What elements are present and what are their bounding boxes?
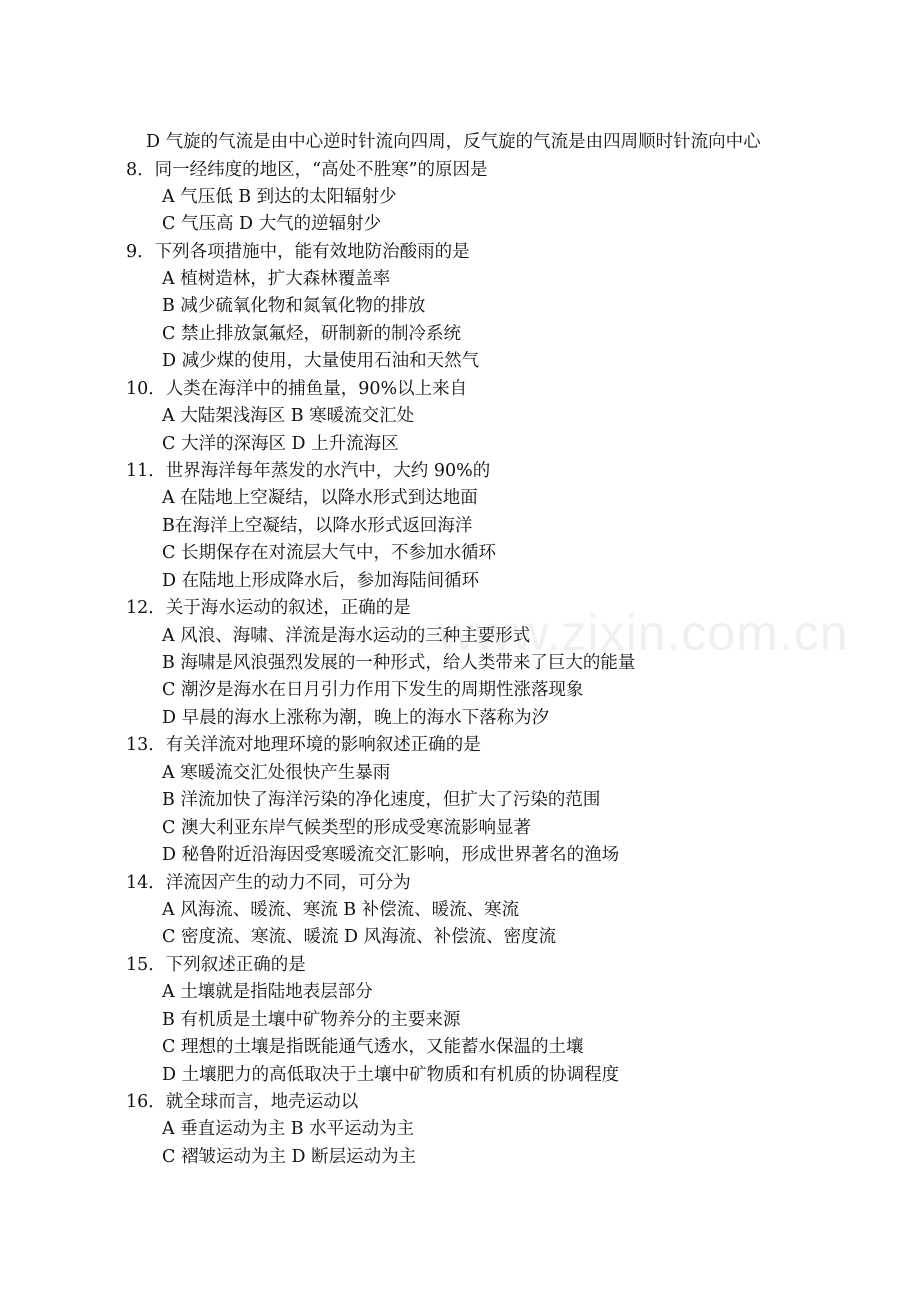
option-line: C 褶皱运动为主 D 断层运动为主 bbox=[162, 1147, 417, 1167]
option-line: C 潮汐是海水在日月引力作用下发生的周期性涨落现象 bbox=[162, 680, 584, 700]
question-13: 13．有关洋流对地理环境的影响叙述正确的是 bbox=[126, 735, 481, 755]
option-line: B 有机质是土壤中矿物养分的主要来源 bbox=[162, 1010, 461, 1030]
question-8: 8．同一经纬度的地区，“高处不胜寒”的原因是 bbox=[126, 160, 488, 180]
question-12: 12．关于海水运动的叙述，正确的是 bbox=[126, 598, 411, 618]
option-line: D 土壤肥力的高低取决于土壤中矿物质和有机质的协调程度 bbox=[162, 1065, 620, 1085]
option-line: A 寒暖流交汇处很快产生暴雨 bbox=[162, 763, 391, 783]
question-10: 10．人类在海洋中的捕鱼量，90%以上来自 bbox=[126, 379, 468, 399]
option-line: A 土壤就是指陆地表层部分 bbox=[162, 982, 373, 1002]
option-line: A 气压低 B 到达的太阳辐射少 bbox=[162, 187, 397, 207]
option-line: B 海啸是风浪强烈发展的一种形式，给人类带来了巨大的能量 bbox=[162, 653, 636, 673]
watermark: www.zixin.com.cn bbox=[438, 605, 849, 661]
option-line: C 密度流、寒流、暖流 D 风海流、补偿流、密度流 bbox=[162, 927, 557, 947]
option-line: A 在陆地上空凝结，以降水形式到达地面 bbox=[162, 488, 478, 508]
question-9: 9．下列各项措施中，能有效地防治酸雨的是 bbox=[126, 242, 470, 262]
option-line: D 在陆地上形成降水后，参加海陆间循环 bbox=[162, 571, 480, 591]
option-line: A 垂直运动为主 B 水平运动为主 bbox=[162, 1119, 415, 1139]
option-line: A 植树造林，扩大森林覆盖率 bbox=[162, 269, 391, 289]
question-11: 11．世界海洋每年蒸发的水汽中，大约 90%的 bbox=[126, 461, 491, 481]
option-line: C 禁止排放氯氟烃，研制新的制冷系统 bbox=[162, 324, 461, 344]
option-line: D 减少煤的使用，大量使用石油和天然气 bbox=[162, 351, 480, 371]
question-14: 14．洋流因产生的动力不同，可分为 bbox=[126, 873, 411, 893]
option-line: C 大洋的深海区 D 上升流海区 bbox=[162, 434, 399, 454]
option-line: C 长期保存在对流层大气中，不参加水循环 bbox=[162, 543, 496, 563]
question-16: 16．就全球而言，地壳运动以 bbox=[126, 1092, 359, 1112]
option-line: A 大陆架浅海区 B 寒暖流交汇处 bbox=[162, 406, 415, 426]
option-line: C 气压高 D 大气的逆辐射少 bbox=[162, 214, 382, 234]
option-line: B 洋流加快了海洋污染的净化速度，但扩大了污染的范围 bbox=[162, 790, 601, 810]
option-line: D 早晨的海水上涨称为潮，晚上的海水下落称为汐 bbox=[162, 708, 550, 728]
question-15: 15．下列叙述正确的是 bbox=[126, 955, 306, 975]
option-line: C 理想的土壤是指既能通气透水，又能蓄水保温的土壤 bbox=[162, 1037, 584, 1057]
option-line: A 风海流、暖流、寒流 B 补偿流、暖流、寒流 bbox=[162, 900, 520, 920]
option-line: B 减少硫氧化物和氮氧化物的排放 bbox=[162, 296, 426, 316]
option-line: A 风浪、海啸、洋流是海水运动的三种主要形式 bbox=[162, 626, 531, 646]
option-line: C 澳大利亚东岸气候类型的形成受寒流影响显著 bbox=[162, 818, 531, 838]
option-line: D 秘鲁附近沿海因受寒暖流交汇影响，形成世界著名的渔场 bbox=[162, 845, 620, 865]
option-line: B在海洋上空凝结，以降水形式返回海洋 bbox=[162, 516, 473, 536]
option-line: D 气旋的气流是由中心逆时针流向四周，反气旋的气流是由四周顺时针流向中心 bbox=[146, 132, 761, 152]
